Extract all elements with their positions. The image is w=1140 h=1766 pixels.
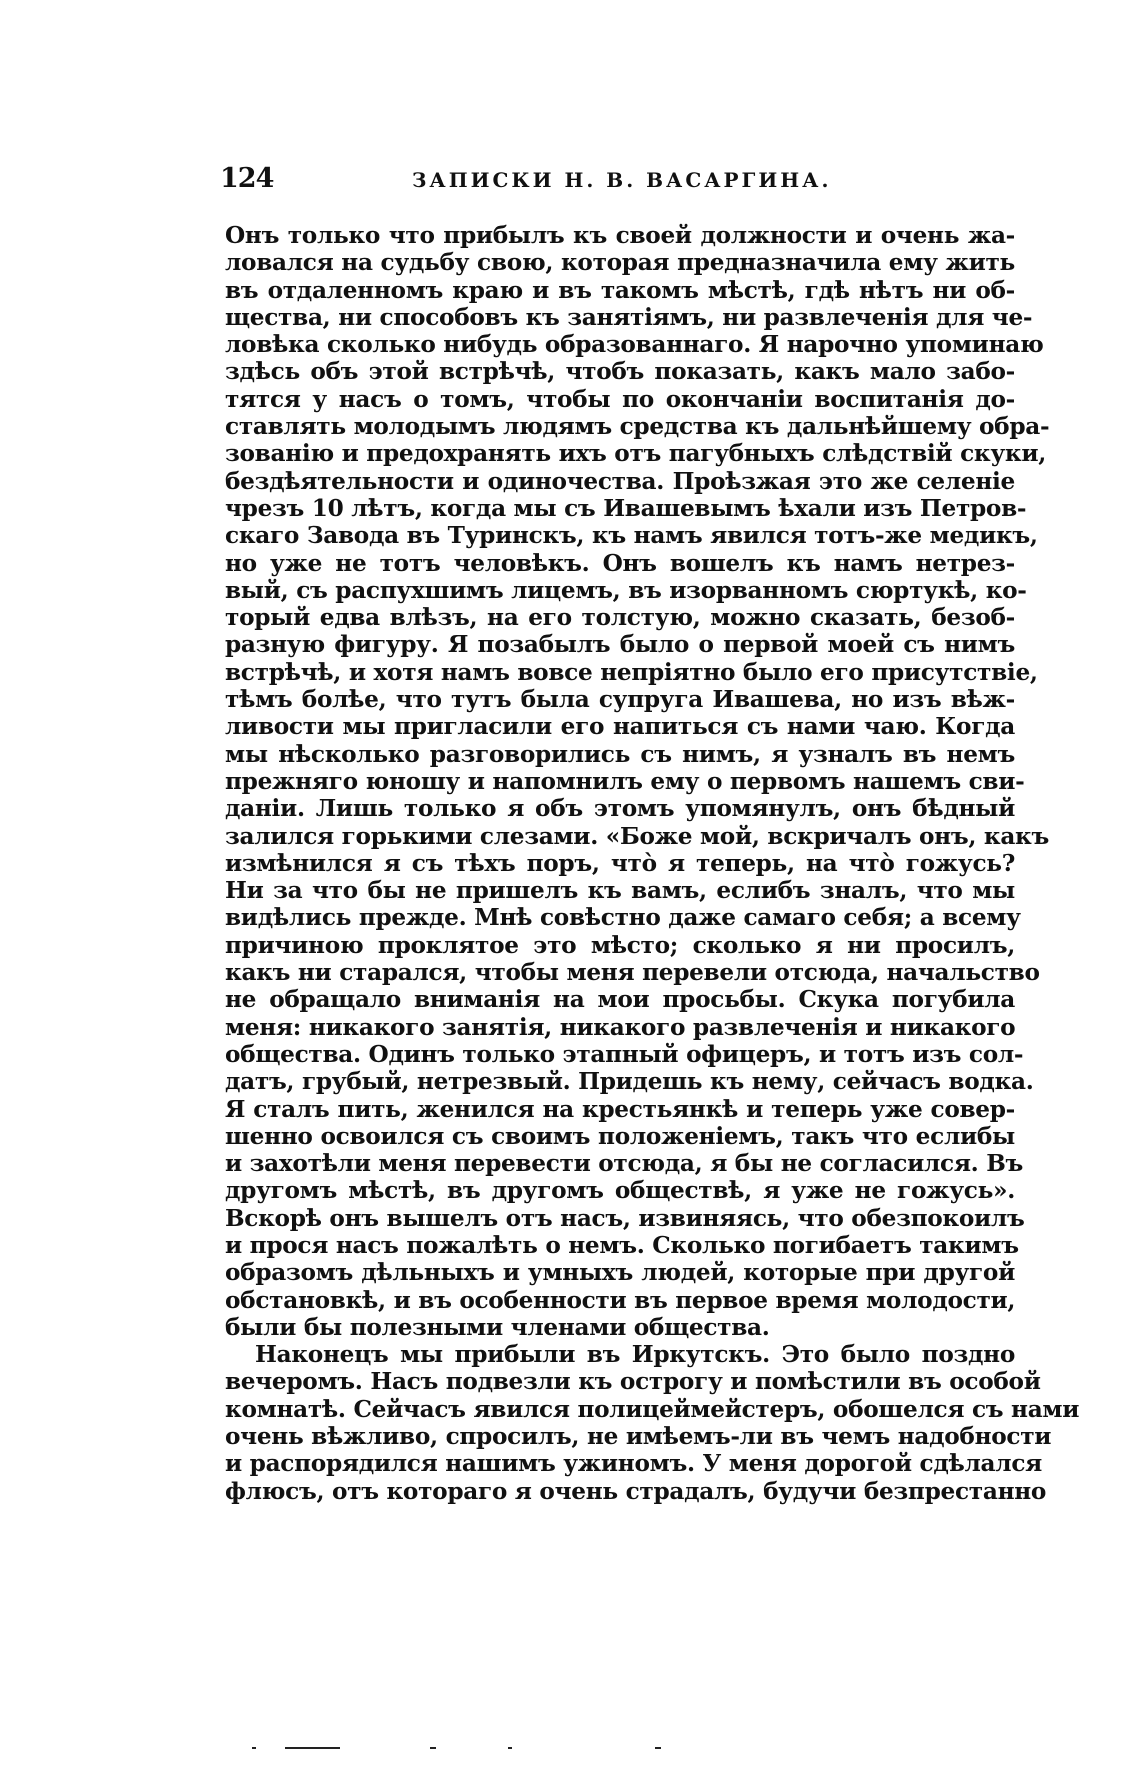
text-line: и захотѣли меня перевести отсюда, я бы не согласился. Въ: [225, 1150, 1024, 1178]
text-line: образомъ дѣльныхъ и умныхъ людей, которые при другой: [225, 1259, 1015, 1287]
text-line: щества, ни способовъ къ занятіямъ, ни развлеченія для че-: [225, 303, 1033, 331]
text-line: Вскорѣ онъ вышелъ отъ насъ, извиняясь, что обезпокоилъ: [225, 1204, 1025, 1232]
text-line: и распорядился нашимъ ужиномъ. У меня дорогой сдѣлался: [225, 1450, 1042, 1478]
text-line: тѣмъ болѣе, что тутъ была супруга Ивашева, но изъ вѣж-: [225, 686, 1015, 714]
text-line: флюсъ, отъ котораго я очень страдалъ, будучи безпрестанно: [225, 1477, 1047, 1505]
text-line: Я сталъ пить, женился на крестьянкѣ и теперь уже совер-: [225, 1095, 1015, 1123]
text-line: вый, съ распухшимъ лицемъ, въ изорванномъ сюртукѣ, ко-: [225, 576, 1027, 604]
text-line: мы нѣсколько разговорились съ нимъ, я узналъ въ немъ: [225, 740, 1015, 768]
scan-mark: [508, 1747, 512, 1749]
page-number: 124: [220, 163, 274, 194]
text-line: Ни за что бы не пришелъ къ вамъ, еслибъ зналъ, что мы: [225, 877, 1015, 905]
text-line: зованію и предохранять ихъ отъ пагубныхъ слѣдствій скуки,: [225, 440, 1047, 468]
text-line: причиною проклятое это мѣсто; сколько я ни просилъ,: [225, 931, 1015, 959]
text-line: шенно освоился съ своимъ положеніемъ, такъ что еслибы: [225, 1122, 1015, 1150]
text-line: но уже не тотъ человѣкъ. Онъ вошелъ къ намъ нетрез-: [225, 549, 1015, 577]
text-line: встрѣчѣ, и хотя намъ вовсе непріятно было его присутствіе,: [225, 658, 1038, 686]
text-line: и прося насъ пожалѣть о немъ. Сколько погибаетъ такимъ: [225, 1231, 1019, 1259]
text-line: Наконецъ мы прибыли въ Иркутскъ. Это было поздно: [255, 1341, 1015, 1369]
text-line: обстановкѣ, и въ особенности въ первое время молодости,: [225, 1286, 1016, 1314]
text-line: датъ, грубый, нетрезвый. Придешь къ нему, сейчасъ водка.: [225, 1068, 1034, 1096]
scan-mark: [430, 1747, 436, 1749]
text-line: прежняго юношу и напомнилъ ему о первомъ нашемъ сви-: [225, 767, 1025, 795]
text-line: меня: никакого занятія, никакого развлеченія и никакого: [225, 1013, 1016, 1041]
paragraph: [225, 222, 1050, 1341]
text-line: чрезъ 10 лѣтъ, когда мы съ Ивашевымъ ѣхали изъ Петров-: [225, 494, 1027, 522]
running-title: ЗАПИСКИ Н. В. ВАСАРГИНА.: [412, 168, 832, 192]
text-line: Онъ только что прибылъ къ своей должности и очень жа-: [225, 222, 1015, 249]
text-line: залился горькими слезами. «Боже мой, вскричалъ онъ, какъ: [225, 822, 1049, 850]
text-line: разную фигуру. Я позабылъ было о первой моей съ нимъ: [225, 631, 1015, 659]
text-line: тятся у насъ о томъ, чтобы по окончаніи воспитанія до-: [225, 385, 1015, 413]
text-line: не обращало вниманія на мои просьбы. Скука погубила: [225, 986, 1015, 1014]
text-line: какъ ни старался, чтобы меня перевели отсюда, начальство: [225, 959, 1040, 987]
text-line: бездѣятельности и одиночества. Проѣзжая это же селеніе: [225, 467, 1015, 495]
paragraph: [225, 1341, 1080, 1505]
text-line: даніи. Лишь только я объ этомъ упомянулъ, онъ бѣдный: [225, 795, 1015, 823]
text-line: вечеромъ. Насъ подвезли къ острогу и помѣстили въ особой: [225, 1368, 1041, 1396]
text-line: въ отдаленномъ краю и въ такомъ мѣстѣ, гдѣ нѣтъ ни об-: [225, 276, 1015, 304]
body-text: [225, 222, 1080, 1505]
text-line: торый едва влѣзъ, на его толстую, можно сказать, безоб-: [225, 604, 1015, 632]
scan-mark: [285, 1747, 340, 1749]
text-line: скаго Завода въ Туринскъ, къ намъ явился тотъ-же медикъ,: [225, 522, 1038, 550]
page-header: [220, 163, 1024, 203]
text-line: здѣсь объ этой встрѣчѣ, чтобъ показать, какъ мало забо-: [225, 358, 1015, 386]
scan-mark: [252, 1747, 256, 1749]
text-line: видѣлись прежде. Мнѣ совѣстно даже самаго себя; а всему: [225, 904, 1021, 932]
text-line: ловался на судьбу свою, которая предназначила ему жить: [225, 249, 1015, 277]
text-line: ставлять молодымъ людямъ средства къ дальнѣйшему обра-: [225, 413, 1050, 441]
text-line: очень вѣжливо, спросилъ, не имѣемъ-ли въ чемъ надобности: [225, 1423, 1052, 1451]
text-line: комнатѣ. Сейчасъ явился полицеймейстеръ, обошелся съ нами: [225, 1395, 1080, 1423]
text-line: общества. Одинъ только этапный офицеръ, и тотъ изъ сол-: [225, 1040, 1024, 1068]
text-line: были бы полезными членами общества.: [225, 1313, 770, 1341]
text-line: измѣнился я съ тѣхъ поръ, что̀ я теперь, на что̀ гожусь?: [225, 849, 1015, 877]
text-line: ливости мы пригласили его напиться съ нами чаю. Когда: [225, 713, 1015, 741]
text-line: другомъ мѣстѣ, въ другомъ обществѣ, я уже не гожусь».: [225, 1177, 1015, 1205]
scan-mark: [655, 1747, 661, 1749]
text-line: ловѣка сколько нибудь образованнаго. Я нарочно упоминаю: [225, 331, 1044, 359]
